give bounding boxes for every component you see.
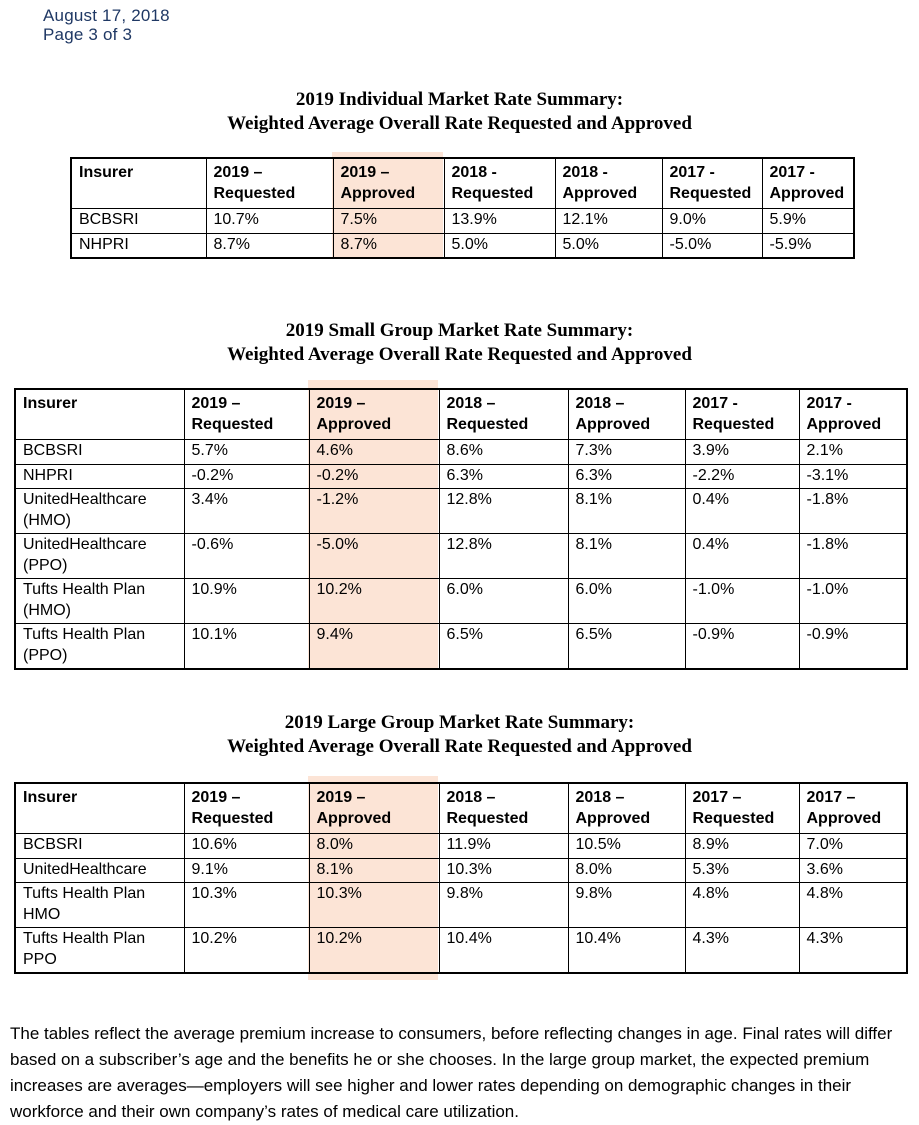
rate-cell: 5.9%: [762, 209, 854, 234]
insurer-cell: BCBSRI: [71, 209, 206, 234]
title-line1: 2019 Individual Market Rate Summary:: [295, 89, 624, 110]
rate-cell: -5.0%: [662, 233, 762, 258]
rate-cell: 9.1%: [184, 858, 309, 883]
rate-cell: 6.0%: [568, 579, 685, 624]
column-header: Insurer: [15, 389, 184, 440]
title-line2: Weighted Average Overall Rate Requested and Approved: [227, 736, 692, 757]
rate-cell: 8.9%: [685, 834, 799, 859]
column-header: 2019 – Requested: [184, 783, 309, 834]
column-header: 2018 - Requested: [444, 158, 555, 209]
rate-cell: 4.8%: [799, 883, 907, 928]
column-header: 2018 – Requested: [439, 389, 568, 440]
rate-cell: 7.0%: [799, 834, 907, 859]
rate-cell: 6.3%: [568, 464, 685, 489]
small-group-market-title: [0, 319, 919, 367]
column-header: 2017 - Requested: [662, 158, 762, 209]
header-row: [71, 158, 854, 209]
small-group-market-table-wrap: [14, 388, 906, 670]
column-header: 2019 – Requested: [206, 158, 333, 209]
column-header: Insurer: [15, 783, 184, 834]
rate-cell: 3.4%: [184, 489, 309, 534]
rate-cell: 9.8%: [568, 883, 685, 928]
column-header: 2017 – Requested: [685, 783, 799, 834]
rate-cell: -1.0%: [799, 579, 907, 624]
rate-cell: -1.8%: [799, 489, 907, 534]
title-line1: 2019 Large Group Market Rate Summary:: [284, 712, 635, 733]
column-header: 2018 - Approved: [555, 158, 662, 209]
rate-cell: 3.9%: [685, 440, 799, 465]
insurer-cell: UnitedHealthcare (HMO): [15, 489, 184, 534]
header-row: [15, 389, 907, 440]
insurer-cell: NHPRI: [15, 464, 184, 489]
rate-cell: 6.3%: [439, 464, 568, 489]
rate-cell: 12.8%: [439, 489, 568, 534]
rate-cell: 6.5%: [439, 624, 568, 670]
insurer-cell: Tufts Health Plan (PPO): [15, 624, 184, 670]
title-line2: Weighted Average Overall Rate Requested and Approved: [227, 344, 692, 365]
column-header: 2017 – Approved: [799, 783, 907, 834]
column-header: 2018 – Requested: [439, 783, 568, 834]
insurer-cell: Tufts Health Plan (HMO): [15, 579, 184, 624]
table-row: [15, 624, 907, 670]
rate-cell: 8.1%: [568, 534, 685, 579]
column-header: 2017 - Approved: [762, 158, 854, 209]
rate-cell: -5.0%: [309, 534, 439, 579]
rate-cell: 4.6%: [309, 440, 439, 465]
rate-cell: 4.3%: [685, 928, 799, 974]
individual-market-title: [0, 88, 919, 136]
table-row: [71, 209, 854, 234]
large-group-market-table-wrap: [14, 782, 906, 974]
large-group-market-table: [14, 782, 908, 974]
header-page-number: Page 3 of 3: [43, 25, 133, 44]
rate-cell: 7.5%: [333, 209, 444, 234]
rate-cell: 9.0%: [662, 209, 762, 234]
rate-cell: 10.5%: [568, 834, 685, 859]
rate-cell: 10.1%: [184, 624, 309, 670]
rate-cell: 13.9%: [444, 209, 555, 234]
rate-cell: 4.8%: [685, 883, 799, 928]
rate-cell: -0.9%: [799, 624, 907, 670]
column-header: 2018 – Approved: [568, 783, 685, 834]
column-header: 2018 – Approved: [568, 389, 685, 440]
rate-cell: 12.8%: [439, 534, 568, 579]
rate-cell: 8.1%: [309, 858, 439, 883]
rate-cell: 0.4%: [685, 489, 799, 534]
rate-cell: 8.1%: [568, 489, 685, 534]
rate-cell: 10.2%: [309, 928, 439, 974]
insurer-cell: Tufts Health Plan PPO: [15, 928, 184, 974]
rate-cell: 10.3%: [184, 883, 309, 928]
rate-cell: 6.0%: [439, 579, 568, 624]
rate-cell: -2.2%: [685, 464, 799, 489]
rate-cell: 11.9%: [439, 834, 568, 859]
small-group-market-table: [14, 388, 908, 670]
header-row: [15, 783, 907, 834]
insurer-cell: UnitedHealthcare: [15, 858, 184, 883]
rate-cell: 8.7%: [333, 233, 444, 258]
table-row: [15, 928, 907, 974]
rate-cell: 10.6%: [184, 834, 309, 859]
rate-cell: -5.9%: [762, 233, 854, 258]
rate-cell: 12.1%: [555, 209, 662, 234]
rate-cell: 10.7%: [206, 209, 333, 234]
footnote-paragraph: The tables reflect the average premium increase to consumers, before reflecting changes in age. Final rates will differ based on a subscriber’s age and the benefits he or she chooses. In the large group market, the expected premium increases are averages—employers will see higher and lower rates depending on demographic changes in their workforce and their own company’s rates of medical care utilization.: [10, 1024, 893, 1121]
rate-cell: 4.3%: [799, 928, 907, 974]
column-header: 2017 - Requested: [685, 389, 799, 440]
rate-cell: 7.3%: [568, 440, 685, 465]
insurer-cell: UnitedHealthcare (PPO): [15, 534, 184, 579]
rate-cell: -1.0%: [685, 579, 799, 624]
rate-cell: 5.0%: [444, 233, 555, 258]
table-row: [15, 440, 907, 465]
rate-cell: 8.7%: [206, 233, 333, 258]
rate-cell: 10.2%: [309, 579, 439, 624]
rate-cell: 10.3%: [439, 858, 568, 883]
rate-cell: 10.2%: [184, 928, 309, 974]
individual-market-table: [70, 157, 855, 259]
rate-cell: 10.9%: [184, 579, 309, 624]
column-header: Insurer: [71, 158, 206, 209]
rate-cell: -3.1%: [799, 464, 907, 489]
large-group-market-title: [0, 711, 919, 759]
column-header: 2019 – Approved: [309, 783, 439, 834]
table-row: [15, 534, 907, 579]
rate-cell: 5.3%: [685, 858, 799, 883]
rate-cell: -0.2%: [184, 464, 309, 489]
title-line1: 2019 Small Group Market Rate Summary:: [285, 320, 634, 341]
rate-cell: 8.0%: [309, 834, 439, 859]
rate-cell: 8.0%: [568, 858, 685, 883]
insurer-cell: Tufts Health Plan HMO: [15, 883, 184, 928]
rate-cell: 10.4%: [568, 928, 685, 974]
column-header: 2019 – Approved: [309, 389, 439, 440]
table-row: [71, 233, 854, 258]
rate-cell: 2.1%: [799, 440, 907, 465]
table-row: [15, 883, 907, 928]
rate-cell: -0.2%: [309, 464, 439, 489]
table-row: [15, 834, 907, 859]
insurer-cell: NHPRI: [71, 233, 206, 258]
rate-cell: 5.0%: [555, 233, 662, 258]
table-row: [15, 858, 907, 883]
table-row: [15, 464, 907, 489]
rate-cell: 10.4%: [439, 928, 568, 974]
rate-cell: 5.7%: [184, 440, 309, 465]
rate-cell: -0.9%: [685, 624, 799, 670]
rate-cell: -1.2%: [309, 489, 439, 534]
rate-cell: 8.6%: [439, 440, 568, 465]
rate-cell: 9.8%: [439, 883, 568, 928]
rate-cell: 9.4%: [309, 624, 439, 670]
table-row: [15, 579, 907, 624]
column-header: 2019 – Requested: [184, 389, 309, 440]
column-header: 2017 - Approved: [799, 389, 907, 440]
title-line2: Weighted Average Overall Rate Requested and Approved: [227, 113, 692, 134]
rate-cell: 6.5%: [568, 624, 685, 670]
rate-cell: 10.3%: [309, 883, 439, 928]
rate-cell: -0.6%: [184, 534, 309, 579]
page-header: [43, 6, 170, 44]
column-header: 2019 – Approved: [333, 158, 444, 209]
table-row: [15, 489, 907, 534]
header-date: August 17, 2018: [43, 6, 170, 25]
rate-cell: 3.6%: [799, 858, 907, 883]
insurer-cell: BCBSRI: [15, 834, 184, 859]
insurer-cell: BCBSRI: [15, 440, 184, 465]
individual-market-table-wrap: [70, 157, 853, 259]
rate-cell: -1.8%: [799, 534, 907, 579]
rate-cell: 0.4%: [685, 534, 799, 579]
